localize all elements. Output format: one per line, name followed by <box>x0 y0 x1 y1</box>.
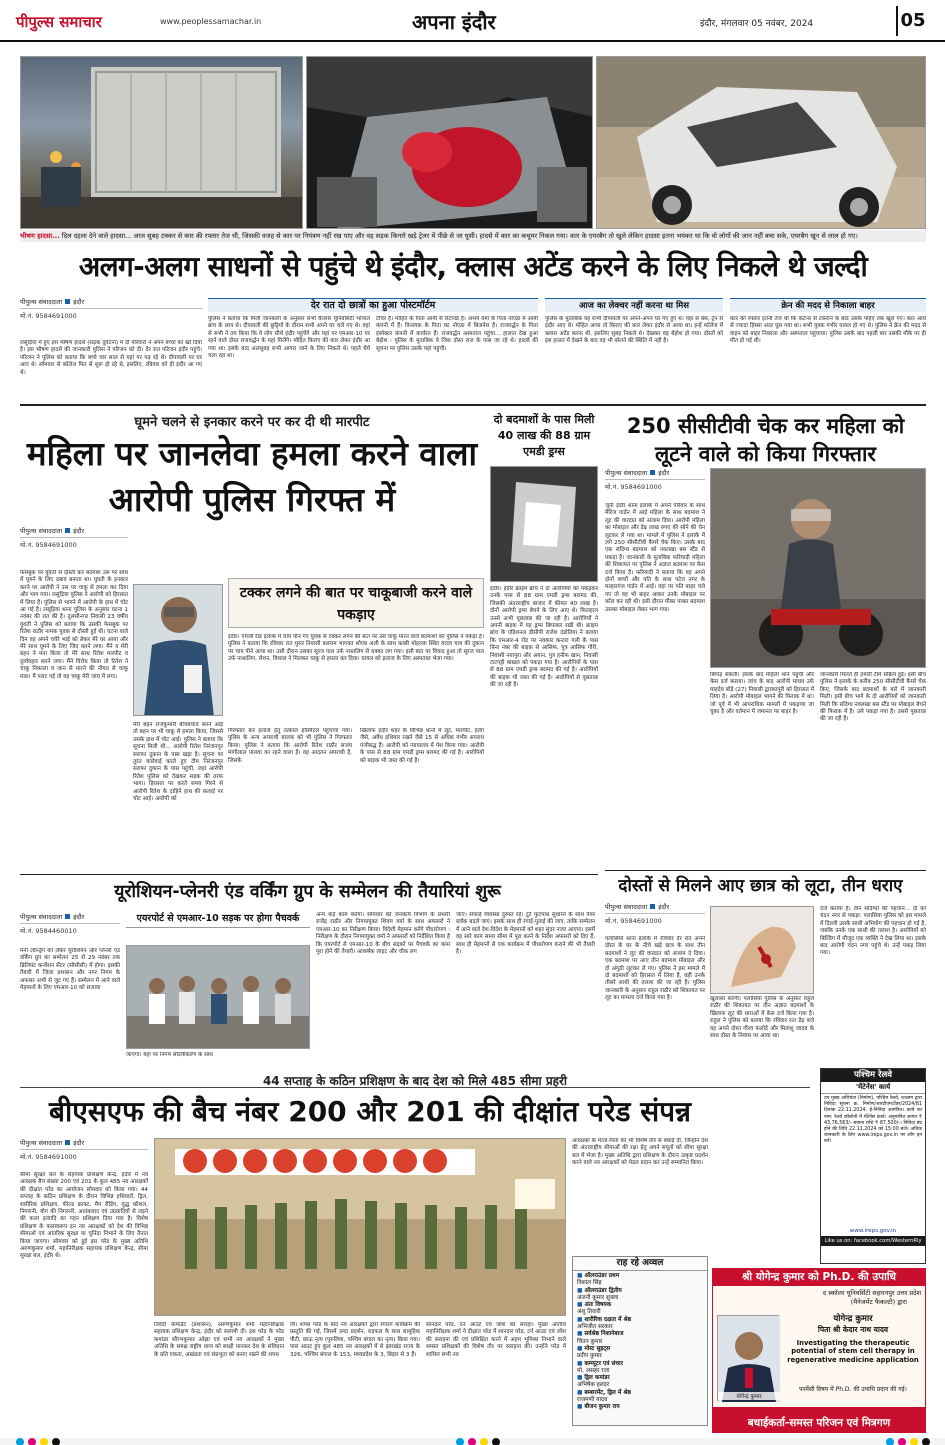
bullet-icon <box>65 528 70 533</box>
awards-box <box>572 1256 708 1426</box>
registration-marks <box>0 1433 945 1445</box>
bsf-parade-photo <box>154 1138 566 1316</box>
conference-subhead: एयरपोर्ट से एमआर-10 सड़क पर होगा पैचवर्क <box>126 912 310 928</box>
phd-ad-name: योगेन्द्र कुमार <box>833 1314 873 1324</box>
attack-kicker: घूमने चलने से इनकार करने पर कर दी थी मारपीट <box>134 415 370 430</box>
award-name: राजमणी यादव <box>577 1397 608 1404</box>
student-col1: पलासिया थाना इलाके में रविवार देर रात अपने दोस्त के घर के नीचे खड़े छात्र के साथ तीन बदमाशों ने लूट की वारदात को अंजाम दे दिया। एक बदमाश पर आए तीन बदमाश मोबाइल और दो अंगूठी लूटकर ले गए। पुलिस ने इस मामले में दो बदमाशों को हिरासत में लिया है, वहीं उनके तीसरे साथी की तलाश की जा रही है। पुलिस जानकारी के अनुसार राहुल राठौर को शिकायत पर लूट का मामला दर्ज किया गया है। <box>605 936 705 1002</box>
caption-text: दिल दहला देने वाले हादसा... आज सुबह टक्कर से कार की रफ्तार तेज थी, जिसकी वजह से कार पर नियंत्रण नहीं रख पाए और वह सड़क किनारे खड़े ट्रेलर में पीछे से जा घुसी। हादसे में कार का कचूमर निकल गया। कार के एयरबैग तो खुले लेकिन हादसा इतना भयंकर था कि वो लोगों की जान नहीं बचा सके, एयरबैग खून से लाल हो गए। <box>61 232 858 240</box>
bullet-icon <box>650 904 655 909</box>
phd-ad-faculty: (मैनेजमेंट फैकल्टी) द्वारा <box>850 1298 907 1306</box>
knife-col2: गिरफ्तार कर इलाज हेतु तत्काल हॉस्पिटल पहुंचाया गया। पुलिस के अन्य अपराधी बालक को भी पुलिस ने गिरफ्तार किया। पुलिस ने बताया कि आरोपी रितेश राठौर सजंय मांगीलाल पालवा का रहने वाला है। वह आदतन अपराधी है, जिसके <box>228 728 352 764</box>
knife-col3: खिलाफ इंदौर शहर के विभिन्न थानों में लूट, मारपीट, हत्या जैसे, अवैध हथियार रखने जैसे 15 से अधिक गंभीर अपराध पंजीबद्ध हैं। आरोपी को न्यायालय में पेश किया गया। आरोपी के पास से 88 ग्राम एमडी ड्रग्स बरामद की गई है। आरोपियों को बाइक भी जब्त की गई है। <box>360 728 484 764</box>
byline <box>605 902 705 914</box>
byline-mobile: मो.नं. 9584691000 <box>20 541 77 549</box>
injured-hand-illustration <box>711 907 814 994</box>
award-item: ■ सर्वश्रेष्ठ निशानेबाज <box>577 1331 624 1338</box>
top-story-subhead-postmortem: देर रात दो छात्रों का हुआ पोस्टमॉर्टम <box>208 298 538 312</box>
award-item: ■ कम्प्यूटर एवं संचार <box>577 1360 623 1367</box>
page-number: 05 <box>896 6 928 36</box>
drugs-headline: दो बदमाशों के पास मिली 40 लाख की 88 ग्राम एमडी ड्रग्स <box>490 412 598 460</box>
bullet-icon <box>650 470 655 475</box>
photo-caption <box>20 230 926 242</box>
awards-title: राह रहे अव्वल <box>573 1257 707 1271</box>
railway-ad-web[interactable]: www.ireps.gov.in <box>849 1228 897 1234</box>
bsf-col1: सीमा सुरक्षा बल के सहायक प्रशिक्षण केन्द्र, इंदौर में नव आरक्षक बैच संख्या 200 एवं 201 के कुल 485 नव आरक्षकों की दीक्षांत परेड का आयोजन सोमवार को किया गया। 44 सप्ताह के कठिन प्रशिक्षण के दौरान विभिन्न हथियारों, ड्रिल, शारीरिक प्रशिक्षण, फील्ड क्राफ्ट, मैप रीडिंग, युद्ध कौशल, निगरानी, योग की निगरानी, आतंकवाद एवं उग्रवादियों से लड़ने की कला इत्यादि का गहन प्रशिक्षण दिया गया है। विशेष प्रशिक्षण के फलस्वरूप इन नव आरक्षकों को देश की विभिन्न सीमाओं एवं आंतरिक सुरक्षा या चुनिंदा निभाने के लिए तैनात किया जाएगा। सोमवार को हुई इस परेड के मुख्य अतिथि अरुणकुमार शर्मा, महानिरीक्षक सहायक प्रशिक्षण केन्द्र, सीमा सुरक्षा बल, इंदौर थे। <box>20 1172 148 1260</box>
phd-ad <box>712 1268 926 1440</box>
drug-packet-illustration <box>491 467 598 582</box>
bsf-col2: तिवेदी कमांडेंट (प्रशासन), अरुणकुमार शर्मा महानिरीक्षक सहायक प्रशिक्षण केन्द्र, इंदौर को सलामी दी। इस परेड के परेड कमांडर सौरभकुमार ओझा एवं सभी नव आरक्षकों ने मुख्य अतिथि के समक्ष राष्ट्रीय ध्वज को साक्षी मानकर देश के संविधान के प्रति एकता, अखंडता एवं संप्रभुता को बनाए रखने की शपथ <box>154 1322 284 1358</box>
phd-ad-headline: श्री योगेन्द्र कुमार को Ph.D. की उपाधि <box>713 1269 925 1286</box>
award-name: अंशु तिवारी <box>577 1309 601 1316</box>
cctv-col1: जूनी इंदौर थाना इलाके में अपने परिवार के साथ मैरिज गार्डन में आई महिला के साथ बदमाश ने लूट की वारदात को अंजाम दिया। आरोपी महिला का मोबाइल और डेढ़ लाख रुपए की सोने की चेन लूटकर ले गया था। मामले में पुलिस ने इलाके में लगे 250 सीसीटीवी कैमरे चेक किए। उसके बाद एक संदिग्ध बदमाश को नवलखा बस स्टैंड से पकड़ा है। जानकारी के मुताबिक फरियादी महिला की शिकायत पर पुलिस ने अज्ञात बदमाश पर केस दर्ज किया है। फरियादी ने बताया कि वह अपने दोनों बच्चों और पति के साथ पटेल नगर के मल्हारगंज गार्डन में आई। वहां पर पति बाहर चले गए तो वह भी बाहर आकर उनके मोबाइल पर कॉल कर रही थी। इसी दौरान मौका पाकर बदमाश उसका मोबाइल लेकर भाग गया। <box>605 503 705 613</box>
byline-name: पीपुल्स संवाददाता <box>20 913 63 921</box>
bsf-headline: बीएसएफ की बैच नंबर 200 और 201 की दीक्षांत परेड संपन्न <box>49 1095 691 1128</box>
phd-ad-father: पिता श्री केदार नाथ यादव <box>817 1325 889 1334</box>
award-name: अभिजीत सरकार <box>577 1324 613 1331</box>
byline-name: पीपुल्स संवाददाता <box>20 527 63 535</box>
attack-col1: फेसबुक पर युवती से दोस्ती कर बदमाश उस पर साथ में घूमने के लिए दबाव बनाता था। युवती के इनकार करने पर आरोपी ने उस पर चाकू से हमला कर दिया और भाग गया। लसूड़िया पुलिस ने आरोपी को हिरासत में लिया है। पुलिस से भागने में आरोपी के हाथ में चोट आ गई है। लसूड़िया थाना पुलिस के अनुसार घटना 1 नवंबर की रात की है। तुलसीनगर निवासी 23 वर्षीय युवती ने पुलिस को बताया कि उसकी फेसबुक पर रितेश राठौर नामक युवक से दोस्ती हुई थी। घटना वाले दिन वह अपने चचेरे भाई को लेकर मेरे घर आया और मेरे साथ घूमने के लिए जिद करने लगा। मैंने व मेरी बहन ने मना किया तो मेरे साथ रितेश मारपीट व दुर्व्यवहार करने लगा। मैंने विरोध किया तो रितेश ने चाकू निकाला व जान से मारने की नीयत से चाकू मारा। मैं पलट गई तो वह चाकू मेरी जांघ में लगा। <box>20 570 128 680</box>
railway-ad-social[interactable]: Like us on: facebook.com/WesternRly <box>821 1236 925 1246</box>
color-bar-illustration <box>0 1436 945 1445</box>
award-name: अभिषेक हलदर <box>577 1382 610 1389</box>
cctv-byline-block <box>605 468 705 491</box>
cctv-col2: बिगाड़ सकती। इसके बाद महिला थाने पहुंची और केस दर्ज कराया। जांच के बाद आरोपी माधव उर्फ माहदेव बोड़े (27) निवासी द्वारकापुरी को हिरासत में लिया है। आरोपी मोबाइल भागने की फिराक में था। जो पूर्व में भी आपराधिक मामलों में पकड़ाया जा चुका है और वर्तमान में जमानत पर बाहर है। <box>710 672 814 716</box>
award-marker-icon: ■ <box>577 1302 585 1309</box>
award-name: प्रदीप कुमार <box>577 1353 602 1360</box>
byline-name: पीपुल्स संवाददाता <box>20 1139 63 1147</box>
award-marker-icon: ■ <box>577 1404 585 1411</box>
byline-mobile: मो.नं. 9584691000 <box>605 917 662 925</box>
byline-city: इंदौर <box>658 469 670 477</box>
cctv-col3: जानकारी मिलते ही हमारी टीमें सक्रिय हुईं। इसी बीच पुलिस ने इलाके के करीब 250 सीसीटीवी कैमरे चेक किए, जिसके बाद बदमाशों के बारे में जानकारी मिली। इसी बीच भागे के दो आरोपियों को जानकारी मिली कि संदिग्ध नवलखा बस स्टैंड पर मोबाइल बेचने की फिराक में है। उसे पकड़ा गया है। उससे पूछताछ की जा रही है। <box>820 672 926 723</box>
accident-photo-car-front <box>596 56 926 229</box>
award-name: विशाल सिंह <box>577 1280 602 1287</box>
masthead <box>0 0 945 42</box>
phd-ad-portrait <box>717 1315 779 1401</box>
car-wreck-illustration <box>307 57 593 229</box>
byline <box>20 526 128 538</box>
award-name: अंजनी कुमार शुक्ला <box>577 1294 619 1301</box>
byline-city: इंदौर <box>658 903 670 911</box>
award-name: चिंतन कुमार <box>577 1338 603 1345</box>
conference-headline: यूरोशियन-प्लेनरी एंड वर्किंग ग्रुप के सम्मेलन की तैयारियां शुरू <box>114 882 501 902</box>
top-story-byline-block <box>20 297 202 320</box>
award-name: मो. असहर रजा <box>577 1367 610 1374</box>
award-item: ■ ऑलराउंडर द्वितीय <box>577 1287 622 1294</box>
phd-ad-award-line: फार्मेसी विषय में Ph.D. की उपाधि प्रदान की गई। <box>799 1386 907 1393</box>
main-headline: अलग-अलग साधनों से पहुंचे थे इंदौर, क्लास अटेंड करने के लिए निकले थे जल्दी <box>78 250 868 283</box>
newspaper-logo: पीपुल्स समाचार <box>16 13 102 31</box>
cctv-suspect-illustration <box>711 469 926 668</box>
cctv-headline: 250 सीसीटीवी चेक कर महिला को लूटने वाले को किया गिरफ्तार <box>626 414 905 466</box>
drugs-photo <box>490 466 598 582</box>
railway-ad-body: उप मुख्य अभियंता (निर्माण), पश्चिम रेलवे, रतलाम द्वारा निविदा सूचना क्र. निर्माण/आरटीएम/टेंडर/2024/81 दिनांक 22.11.2024. ई-निविदा आमंत्रित। कार्य का नाम: रेलवे कॉलोनी में मेंटेनेंस कार्य। अनुमानित लागत ₹ 43,76,563/- बयाना राशि ₹ 87,500/-। निविदा बंद होने की तिथि 22.11.2024 को 15:00 बजे। अधिक जानकारी के लिए www.ireps.gov.in पर लॉग इन करें। <box>824 1096 922 1145</box>
dateline: इंदौर, मंगलवार 05 नवंबर, 2024 <box>700 19 814 29</box>
truck-scene-illustration <box>21 57 303 229</box>
byline-city: इंदौर <box>73 527 85 535</box>
railway-ad <box>820 1068 926 1264</box>
bsf-byline-block <box>20 1138 148 1161</box>
accident-photo-car-interior <box>306 56 593 229</box>
attack-byline-block <box>20 526 128 549</box>
award-item: ■ ड्रिल कमांडर <box>577 1375 610 1382</box>
top-story-subhead-crane: क्रेन की मदद से निकाला बाहर <box>730 298 926 312</box>
knife-headline-box <box>228 578 484 628</box>
conference-col3: जाएं। सफाई व्यवस्था दुरुस्त रहे। टूटे फुटपाथ सुधारने के साथ पेवर ब्लॉक बदले जाएं। इसके साथ ही रंगाई-पुताई की जाए, ताकि सम्मेलन में आने वाले देश-विदेश के मेहमानों को शहर सुंदर नजर आएगा। इसमें वह सारे काम समय सीमा में पूरा करने के निर्देश अफसरों को दिए हैं, साथ ही मेहमानों से एक कार्यक्रम में पौधारोपण कराने की भी तैयारी है। <box>456 912 595 956</box>
award-marker-icon: ■ <box>577 1375 585 1382</box>
award-marker-icon: ■ <box>577 1389 585 1396</box>
award-item: ■ मोस्ट सुइट्स <box>577 1345 611 1352</box>
bsf-col5: आरक्षकों के माता-पिता को भी विशेष तौर से बधाई दी, जिन्होंने देश की अंतरराष्ट्रीय सीमाओं की रक्षा हेतु अपने सपूतों को सीमा सुरक्षा बल में भेजा है। मुख्य अतिथि द्वारा प्रशिक्षण के दौरान उत्कृष्ट प्रदर्शन करने वाले नव आरक्षकों को मेडल प्रदान कर उन्हें सम्मानित किया। <box>572 1138 708 1167</box>
top-story-col5: कार की रफ्तार इतनी तेज थी कि कंटेनर से टकराने के बाद उसके पहिए तक खुल गए। कार आधे से ज्यादा हिस्सा अंदर घुस गया था। सभी युवक गंभीर घायल हो गए थे। पुलिस ने क्रेन की मदद से वाहन को बाहर निकाला और अस्पताल पहुंचाया। पुलिस उसके बाद पहली बार उसकी मौके पर ही मौत हो गई थी। <box>730 316 926 345</box>
phd-ad-portrait-label: योगेन्द्र कुमार <box>718 1392 780 1400</box>
attack-headline: महिला पर जानलेवा हमला करने वाला आरोपी पुलिस गिरफ्त में <box>26 434 478 519</box>
byline-name: पीपुल्स संवाददाता <box>605 903 648 911</box>
website-url: www.peoplessamachar.in <box>160 17 262 26</box>
award-item: ■ अंतः विषयक <box>577 1302 612 1309</box>
attack-col2: मेरी बहन राजकुमारी बीचबचाव करने आई तो बहन पर भी चाकू से हमला किया, जिससे उसके हाथ में चोट आई। पुलिस ने बताया कि सूचना मिली थी... आरोपी रितेश निरंजनपुर सराफा दुकान के पास खड़ा है। सूचना पर तुरंत कार्रवाई करते हुए टीम निरंजनपुर सराफा दुकान के पास पहुंची, जहां आरोपी रितेश पुलिस को देखकर सड़क की तरफ भागा। हिरासत पर करते समय गिरने से आरोपी रितेश के दाहिने हाथ की कलाई पर चोट आई। आरोपी को <box>133 722 223 803</box>
student-col3: दर्ज कराया है। तीन संदिग्धों की पहचान... दो को चंदन नगर से पकड़ा: पलासिया पुलिस को इस मामले में दिल्ली उसके साथी अभियोग की पहचान हो गई है, जबकि उनके एक साथी की तलाश है। आरोपियों को बिल्डिंग में मौजूद एक व्यक्ति ने देख लिया था। इसके बाद आरोपी चंदन नगर पहुंचे थे। उन्हें पकड़ लिया गया। <box>820 906 926 957</box>
award-item: ■ ऑलराउंडर प्रथम <box>577 1273 620 1279</box>
byline-city: इंदौर <box>73 1139 85 1147</box>
drugs-col1: इंदौर। इंदौर क्राइम ब्रांच ने दो आरोपियों को पकड़कर उनके पास से 88 ग्राम एमडी ड्रग्स बरामद की, जिसकी अंतरराष्ट्रीय बाजार में कीमत 40 लाख है। दोनों आरोपी ड्रग्स बेचने के लिए आए थे। फिलहाल उनसे अभी पूछताछ की जा रही है। आरोपियों ने अपनी बाइक में यह ड्रग्स छिपाकर रखी थी। क्राइम ब्रांच के एडिशनल डीसीपी राजेश दंडोतिया ने बताया कि एमआर-4 रोड पर नवकार कन्टरा गली के पास बिना नंबर की बाइक से आसिफ, पुत्र आसिफ गौरी, निवासी नयापुरा और अयान, पुत्र हनीफ खान, निवासी टाटपट्टी बाखल को पकड़ा गया है। आरोपियों के पास से 88 ग्राम एमडी ड्रग्स बरामद की गई है। आरोपियों की बाइक भी जब्त की गई है। आरोपियों से पूछताछ की जा रही है। <box>490 586 598 689</box>
conference-col1: मनी लॉन्ड्रिंग को लेकर यूरोशियन और प्लेनरी एंड वर्किंग ग्रुप का सम्मेलन 25 से 29 नवंबर तक ब्रिलियंट कन्वेंशन सेंटर (सीसीसी) में होगा। इसकी तैयारी में जिला प्रशासन और नगर निगम के अफसर अभी से जुट गए हैं। सम्मेलन में आने वाले मेहमानों के लिए एमआर-10 को सजाया <box>20 948 120 992</box>
phd-ad-footer: बधाईकर्ता-समस्त परिजन एवं मित्रगण <box>713 1407 925 1439</box>
student-photo <box>710 906 814 994</box>
top-story-col2: पुलिस ने बताया कि मिली जानकारी के अनुसार सभी वैल्लोर यूनिवर्सिटी भोपाल ब्रांच के छात्र थे। दीपावली की छुट्टियों के दौरान सभी अपने घर चले गए थे। वहां से सभी ने तय किया कि वे लोग सीधे इंदौर पहुंचेंगे और यहां पर एमआर-10 पर रहने वाले दोस्त राजवर्द्धन के यहां मिलेंगे। मोहित किराए की कार लेकर इंदौर आ गया था। इसके बाद अलसुबह सभी आगरा जाने के लिए निकले थे। पहले धैर्य चला रहा था। <box>208 316 370 360</box>
award-marker-icon: ■ <box>577 1345 585 1352</box>
bsf-kicker: 44 सप्ताह के कठिन प्रशिक्षण के बाद देश को मिले 485 सीमा प्रहरी <box>262 1074 568 1088</box>
award-marker-icon: ■ <box>577 1316 585 1323</box>
cctv-photo <box>710 468 926 668</box>
person-illustration <box>134 585 223 716</box>
top-story-col4: पुलिस के मुताबिक यह सभी दीपावली पर अपने-अपने घर गए हुए थे। यहां से बस, ट्रेन से इंदौर आए थे। मोहित आया तो किराए की कार लेकर इंदौर से आया था। इन्हें कॉलेज में क्लास अटेंड करना थी, इसलिए सुबह निकले थे। देखकर वह बेहोश हो गया। दोस्तों को इस हालत में देखने के बाद वह भी बोलने की स्थिति में नहीं है। <box>545 316 723 345</box>
top-story-subhead-lecture: आज का लेक्चर नहीं करना था मिस <box>545 298 723 312</box>
byline <box>20 1138 148 1150</box>
award-item: ■ बम्बारमेंट, ड्रिल में श्रेष्ठ <box>577 1389 631 1396</box>
section-title: अपना इंदौर <box>412 10 496 34</box>
bsf-kicker-bar <box>20 1072 810 1088</box>
byline <box>20 297 202 309</box>
top-story-col3: टीचर हैं। मोहित के पिता आर्मी से रिटायर्ड हैं। अभय वर्मा के पिता नोएडा में आर्मी कंपनी में हैं। विनायक के पिता का नोएडा में बिजनेस है। राजवर्द्धन के पिता इंस्पेक्टर कंपनी में कार्यरत हैं। राजवर्द्धन अस्पताल पहुंचा... हालात देख हुआ बेहोश : पुलिस के मुताबिक वे जिस दोस्त राज के पास जा रहे थे। हादसे की सूचना पर पुलिस उसके यहां पहुंची। <box>376 316 538 352</box>
officials-group-illustration <box>127 946 310 1049</box>
bsf-col3: ली। शपथ परेड के बाद नव आरक्षकों द्वारा रंगारंग कार्यक्रम की प्रस्तुति की गई, जिसमें उम्दा प्रदर्शन, राइफल के साथ सामूहिक पीटी, छाऊ नृत्य (पुरुलिया, पश्चिम बंगाल का नृत्य) किया गया। पास आउट हुए कुल 485 नव आरक्षकों में से झारखंड राज्य के 326, पश्चिम बंगाल के 153, मध्यप्रदेश के 3, बिहार से 3 हैं। <box>290 1322 420 1358</box>
student-col2: खुलासा करेगी। पलासिया पुलिस के अनुसार राहुल राठौर की शिकायत पर तीन अज्ञात बदमाशों के खिलाफ लूट की धाराओं में केस दर्ज किया गया है। राहुल ने पुलिस को बताया कि रविवार रात डेढ़ बजे वह अपने दोस्त गौरव फलोदे और मितांशु जादव के साथ दोस्त के निवास पर आया था। <box>710 996 814 1040</box>
byline-city: इंदौर <box>73 913 85 921</box>
byline <box>20 912 120 924</box>
knife-col1: इंदौर। एमजी रोड इलाके में चाय पीने गए युवक से टक्कर लगने की बात पर उसे चाकू मारने वाले बदमाशों को पुलिस ने पकड़ा है। पुलिस ने बताया कि रविवार रात मुरार निवासी बलराम भागवत शोएब अली के साथ काछी मोहल्ला स्थित यादव चाय की दुकान पर चाय पीने आया था। उसी दौरान उसका सूरज पाल उर्फ नाथालिग से धक्का लग गया। इसी बात पर विवाद हुआ तो सूरज पाल उर्फ नाथालिग, रोशन, विशाल ने मिलकर चाकू से हमला कर दिया। घायल को इलाज के लिए अस्पताल भेजा गया। <box>228 634 484 663</box>
knife-headline: टक्कर लगने की बात पर चाकूबाजी करने वाले पकड़ाए <box>239 585 473 623</box>
phd-ad-university: द स्कॉलर यूनिवर्सिटी सहारनपुर उत्तर प्रदेश <box>822 1289 921 1297</box>
byline-mobile: मो.नं. 9584691000 <box>20 312 77 320</box>
railway-ad-subtitle: 'मेंटेनेंस' कार्य <box>821 1082 925 1094</box>
byline-mobile: मो.नं. 9584691000 <box>605 483 662 491</box>
award-item: ■ बीजन कुमार राय <box>577 1404 620 1411</box>
byline-name: पीपुल्स संवाददाता <box>20 298 63 306</box>
conference-col2: अन्य कई काम करेगा। सोमवार को जनकार्य विभाग के प्रभारी राजेंद्र राठौर और निगमायुक्त शिवम वर्मा के साथ अफसरों ने एमआर-10 का निरीक्षण किया। विदेशी मेहमान करेंगे पौधारोपण : निरीक्षण के दौरान निगमायुक्त वर्मा ने अफसरों को निर्देशित किया है कि एयरपोर्ट से एमआर-10 के बीच सड़कों पर पैचवर्क का काम पूरा होने की तैयारी। आकर्षक लाइट और चौक लग <box>316 912 450 956</box>
bullet-icon <box>65 914 70 919</box>
divider <box>20 874 598 875</box>
byline-name: पीपुल्स संवाददाता <box>605 469 648 477</box>
bullet-icon <box>65 1140 70 1145</box>
byline-mobile: मो.नं. 9584691000 <box>20 1153 77 1161</box>
conference-photo-caption: जाएगा। यहां पर निगम सौंदर्यीकरण के साथ <box>126 1052 213 1058</box>
phd-ad-thesis: Investigating the therapeutic potential of stem cell therapy in regenerative medicine application <box>787 1339 919 1364</box>
top-story-col1: लसूड़िया में हुए इस भीषण हादसे (सड़क दुर्घटना) में दो परिवारों ने अपने बच्चों को खो दिया है। इस भीषण हादसे की जानकारी पुलिस ने परिजन को दी। देर रात परिजन इंदौर पहुंचे। परिजन ने पुलिस को बताया कि बच्चे चार साल से यहां पर पढ़ रहे थे। दीपावली पर घर आए थे। सोमवार से कॉलेज फिर से शुरू हो रहे थे, इसलिए, रविवार को ही इंदौर आ गए थे। <box>20 340 202 376</box>
award-marker-icon: ■ <box>577 1287 585 1294</box>
portrait-illustration <box>718 1316 780 1402</box>
conference-photo <box>126 945 310 1049</box>
bsf-col4: सानदार परेड, टर्न आउट एवं जोश को सराहा। मुख्य अतिथि महानिरीक्षक शर्मा ने दीक्षांत परेड में शानदार परेड, टर्न आउट एवं जोश की सराहना की एवं प्रशिक्षित करने में अहम भूमिका निभाने वाले समस्त प्रशिक्षकों की विशेष तौर पर सराहना की। उन्होंने परेड में शामिल सभी नव <box>426 1322 566 1358</box>
bullet-icon <box>65 299 70 304</box>
conference-byline-block <box>20 912 120 935</box>
byline-city: इंदौर <box>73 298 85 306</box>
caption-label: भीषण हादसा... <box>20 232 62 240</box>
divider <box>20 404 926 406</box>
award-marker-icon: ■ <box>577 1273 585 1279</box>
accident-photo-truck <box>20 56 303 229</box>
award-item: ■ शारीरिक दक्षता में श्रेष्ठ <box>577 1316 632 1323</box>
accused-photo <box>133 584 223 716</box>
student-byline-block <box>605 902 705 925</box>
student-headline: दोस्तों से मिलने आए छात्र को लूटा, तीन धराए <box>618 876 903 896</box>
byline-mobile: मो.नं. 9584460010 <box>20 927 77 935</box>
railway-ad-title: पश्चिम रेलवे <box>821 1069 925 1082</box>
award-marker-icon: ■ <box>577 1331 585 1338</box>
crushed-car-illustration <box>597 57 926 229</box>
divider <box>605 870 926 871</box>
parade-illustration <box>155 1139 566 1316</box>
award-marker-icon: ■ <box>577 1360 585 1367</box>
awards-list <box>573 1271 707 1414</box>
byline <box>605 468 705 480</box>
